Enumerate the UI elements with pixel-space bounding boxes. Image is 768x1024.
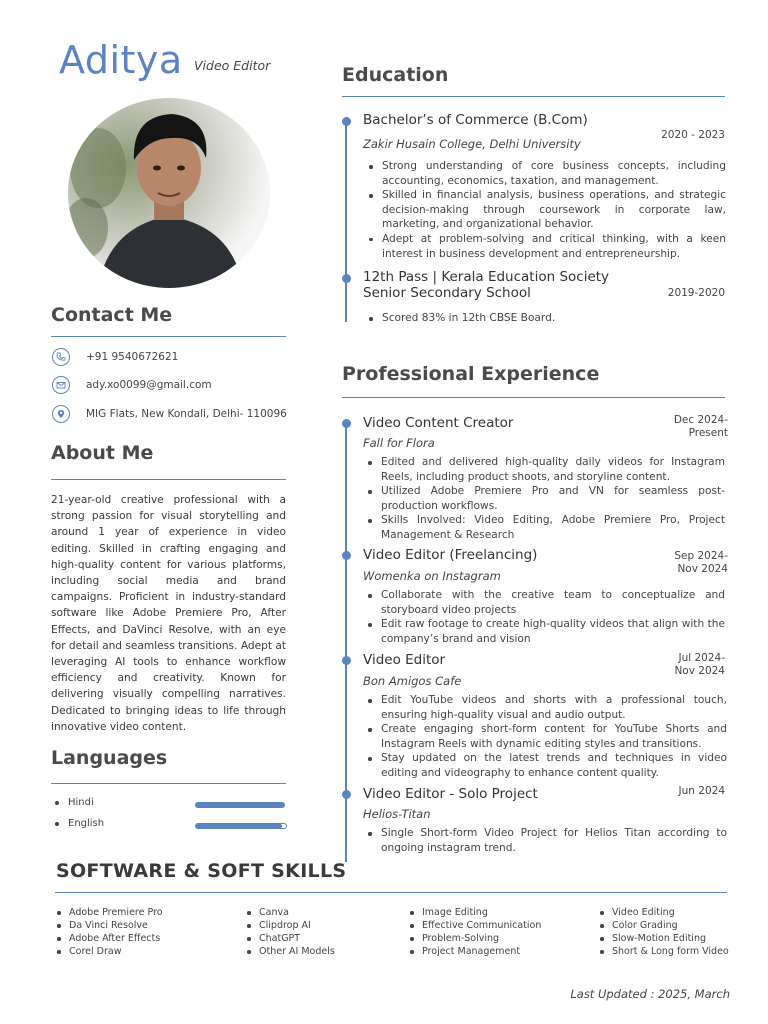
exp-date: Jul 2024- Nov 2024 bbox=[674, 652, 725, 677]
language-level-bar-fill bbox=[196, 824, 282, 828]
language-item bbox=[55, 797, 94, 808]
language-name: English bbox=[68, 818, 105, 829]
timeline-dot bbox=[342, 274, 351, 283]
list-item: Image Editing bbox=[409, 906, 589, 919]
list-item: Skills Involved: Video Editing, Adobe Premiere Pro, Project Management & Research bbox=[363, 513, 725, 542]
list-item: Skilled in financial analysis, business operations, and strategic decision-making through coursework in corporate law, marketing, and organizational behavior. bbox=[364, 188, 726, 232]
edu-bullets bbox=[364, 311, 726, 326]
exp-bullets bbox=[363, 455, 725, 543]
exp-company: Fall for Flora bbox=[363, 436, 435, 450]
skills-column-4 bbox=[599, 906, 759, 958]
list-item: Scored 83% in 12th CBSE Board. bbox=[364, 311, 726, 326]
exp-date: Sep 2024- Nov 2024 bbox=[674, 550, 728, 575]
list-item: Corel Draw bbox=[56, 945, 236, 958]
list-item: Slow-Motion Editing bbox=[599, 932, 759, 945]
list-item: Collaborate with the creative team to conceptualize and storyboard video projects bbox=[363, 588, 725, 617]
skills-title: SOFTWARE & SOFT SKILLS bbox=[56, 860, 347, 882]
list-item: Create engaging short-form content for YouTube Shorts and Instagram Reels with dynamic editing styles and transitions. bbox=[363, 722, 727, 751]
edu-date: 2019-2020 bbox=[667, 287, 725, 299]
edu-degree: 12th Pass | Kerala Education Society bbox=[363, 269, 610, 285]
list-item: Effective Communication bbox=[409, 919, 589, 932]
list-item: Stay updated on the latest trends and techniques in video editing and videography to enhance content quality. bbox=[363, 751, 727, 780]
list-item: Short & Long form Video bbox=[599, 945, 759, 958]
timeline-dot bbox=[342, 117, 351, 126]
experience-divider bbox=[342, 397, 725, 398]
experience-title: Professional Experience bbox=[342, 363, 600, 385]
exp-role: Video Content Creator bbox=[363, 415, 514, 431]
timeline-dot bbox=[342, 656, 351, 665]
education-title: Education bbox=[342, 64, 449, 86]
email-icon bbox=[52, 376, 70, 394]
language-item bbox=[55, 818, 104, 829]
exp-role: Video Editor - Solo Project bbox=[363, 786, 538, 802]
education-divider bbox=[342, 96, 725, 97]
list-item: Adobe Premiere Pro bbox=[56, 906, 236, 919]
list-item: Edited and delivered high-quality daily videos for Instagram Reels, including product shoots, and storyline content. bbox=[363, 455, 725, 484]
list-item: Adept at problem-solving and critical thinking, with a keen interest in business development and entrepreneurship. bbox=[364, 232, 726, 261]
language-name: Hindi bbox=[68, 797, 94, 808]
profile-photo bbox=[68, 98, 270, 288]
edu-degree: Bachelor’s of Commerce (B.Com) bbox=[363, 112, 588, 128]
contact-title: Contact Me bbox=[51, 304, 173, 326]
list-item: Video Editing bbox=[599, 906, 759, 919]
contact-phone-row bbox=[52, 348, 178, 366]
list-item: Canva bbox=[246, 906, 396, 919]
exp-bullets bbox=[363, 693, 727, 781]
list-item: Other AI Models bbox=[246, 945, 396, 958]
language-level-bar-track bbox=[195, 823, 287, 829]
exp-date: Dec 2024- Present bbox=[673, 414, 728, 439]
about-text: 21-year-old creative professional with a strong passion for visual storytelling and around 1 year of experience in video editing. Skilled in crafting engaging and high-quality content for various platforms, including social media and brand campaigns. Proficient in industry-standard software like Adobe Premiere Pro, After Effects, and DaVinci Resolve, with an eye for detail and seamless transitions. Adept at leveraging AI tools to enhance workflow efficiency and creativity. Known for delivering visually compelling narratives. Dedicated to bringing ideas to life through innovative video content. bbox=[51, 494, 287, 733]
languages-title: Languages bbox=[51, 747, 168, 769]
contact-address: MIG Flats, New Kondali, Delhi- 110096 bbox=[86, 408, 287, 420]
edu-degree-line2: Senior Secondary School bbox=[363, 285, 531, 301]
education-timeline bbox=[345, 117, 347, 322]
exp-company: Helios-Titan bbox=[363, 807, 431, 821]
timeline-dot bbox=[342, 551, 351, 560]
language-level-bar bbox=[195, 802, 285, 808]
skills-column-1 bbox=[56, 906, 236, 958]
list-item: Single Short-form Video Project for Helios Titan according to ongoing instagram trend. bbox=[363, 826, 727, 855]
contact-phone[interactable]: +91 9540672621 bbox=[86, 351, 179, 363]
exp-company: Womenka on Instagram bbox=[363, 569, 501, 583]
list-item: Clipdrop AI bbox=[246, 919, 396, 932]
skills-column-2 bbox=[246, 906, 396, 958]
exp-bullets bbox=[363, 826, 727, 855]
list-item: Color Grading bbox=[599, 919, 759, 932]
exp-bullets bbox=[363, 588, 725, 646]
list-item: Da Vinci Resolve bbox=[56, 919, 236, 932]
exp-role: Video Editor (Freelancing) bbox=[363, 547, 538, 563]
list-item: Problem-Solving bbox=[409, 932, 589, 945]
skills-divider bbox=[55, 892, 727, 893]
candidate-role: Video Editor bbox=[194, 58, 271, 73]
contact-email[interactable]: ady.xo0099@gmail.com bbox=[86, 379, 212, 391]
about-title: About Me bbox=[51, 442, 154, 464]
candidate-name: Aditya bbox=[59, 38, 183, 82]
exp-role: Video Editor bbox=[363, 652, 446, 668]
about-divider bbox=[51, 479, 286, 480]
edu-date: 2020 - 2023 bbox=[661, 129, 725, 141]
timeline-dot bbox=[342, 790, 351, 799]
exp-date: Jun 2024 bbox=[678, 785, 725, 797]
list-item: ChatGPT bbox=[246, 932, 396, 945]
edu-bullets bbox=[364, 159, 726, 261]
list-item: Strong understanding of core business concepts, including accounting, economics, taxation, and management. bbox=[364, 159, 726, 188]
languages-divider bbox=[51, 783, 286, 784]
list-item: Adobe After Effects bbox=[56, 932, 236, 945]
list-item: Edit YouTube videos and shorts with a professional touch, ensuring high-quality visual and audio output. bbox=[363, 693, 727, 722]
list-item: Project Management bbox=[409, 945, 589, 958]
location-pin-icon bbox=[52, 405, 70, 423]
exp-company: Bon Amigos Cafe bbox=[363, 674, 462, 688]
list-item: Utilized Adobe Premiere Pro and VN for seamless post-production workflows. bbox=[363, 484, 725, 513]
contact-divider bbox=[51, 336, 286, 337]
edu-school: Zakir Husain College, Delhi University bbox=[363, 137, 581, 151]
skills-column-3 bbox=[409, 906, 589, 958]
contact-email-row bbox=[52, 376, 212, 394]
list-item: Edit raw footage to create high-quality videos that align with the company’s brand and vision bbox=[363, 617, 725, 646]
phone-icon bbox=[52, 348, 70, 366]
contact-address-row bbox=[52, 405, 287, 423]
timeline-dot bbox=[342, 419, 351, 428]
last-updated: Last Updated : 2025, March bbox=[570, 987, 730, 1001]
